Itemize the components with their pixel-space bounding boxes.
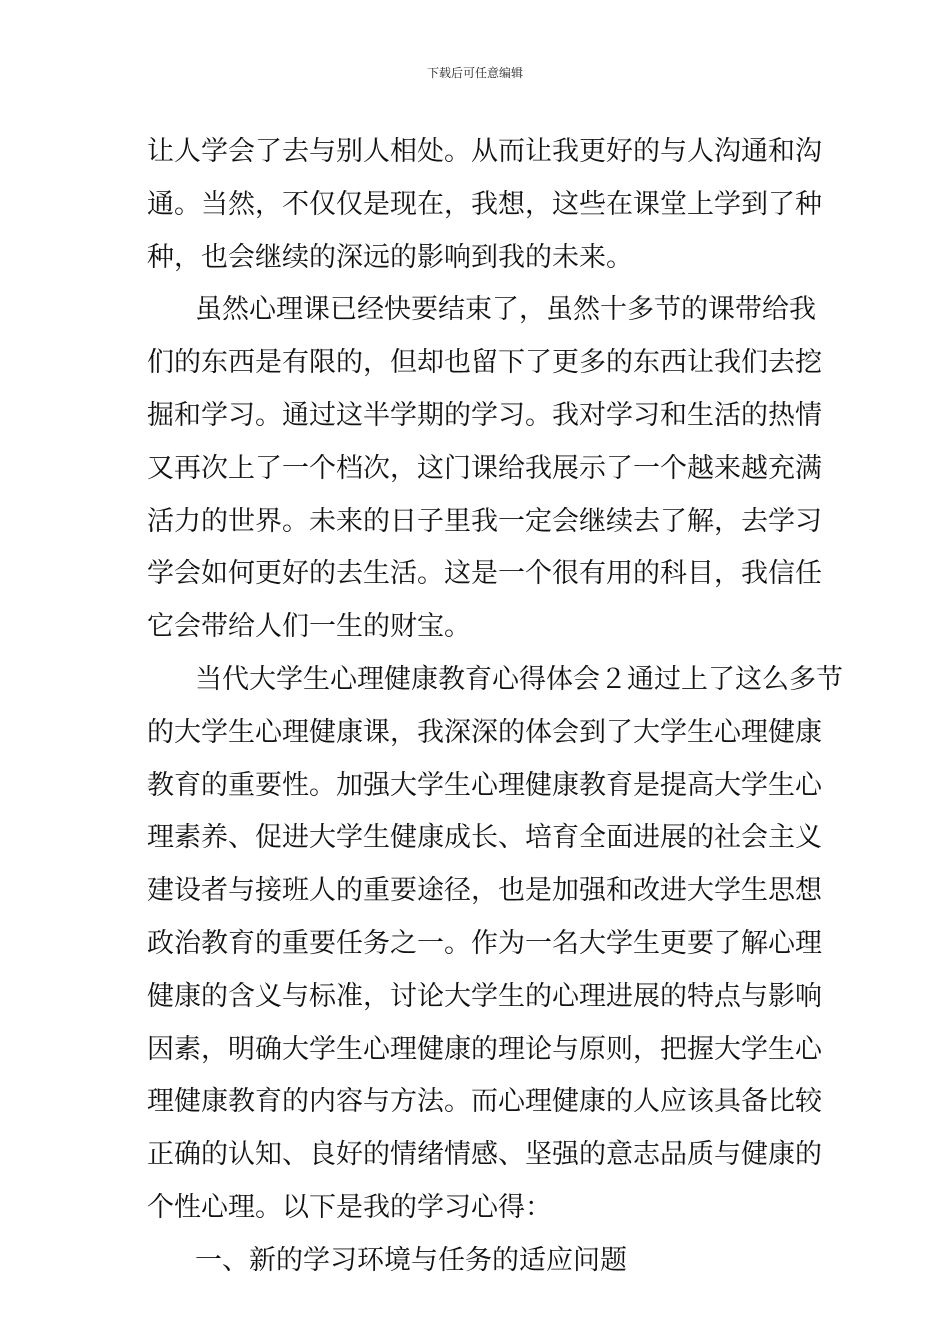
paragraph-1-line-1: 让人学会了去与别人相处。从而让我更好的与人沟通和沟 — [147, 136, 822, 167]
paragraph-3-line-8: 因素，明确大学生心理健康的理论与原则，把握大学生心 — [147, 1033, 822, 1065]
paragraph-3-line-3: 教育的重要性。加强大学生心理健康教育是提高大学生心 — [147, 769, 822, 801]
paragraph-2-line-2: 们的东西是有限的，但却也留下了更多的东西让我们去挖 — [147, 347, 822, 379]
paragraph-3-line-2: 的大学生心理健康课，我深深的体会到了大学生心理健康 — [147, 716, 822, 748]
paragraph-2-line-5: 活力的世界。未来的日子里我一定会继续去了解，去学习 — [147, 505, 822, 537]
paragraph-2-line-6: 学会如何更好的去生活。这是一个很有用的科目，我信任 — [147, 558, 822, 590]
paragraph-3-line-9: 理健康教育的内容与方法。而心理健康的人应该具备比较 — [147, 1086, 822, 1118]
paragraph-2-line-1: 虽然心理课已经快要结束了，虽然十多节的课带给我 — [195, 294, 816, 326]
paragraph-3-line-4: 理素养、促进大学生健康成长、培育全面进展的社会主义 — [147, 822, 822, 854]
section-heading: 一、新的学习环境与任务的适应问题 — [195, 1244, 627, 1276]
paragraph-2-line-3: 掘和学习。通过这半学期的学习。我对学习和生活的热情 — [147, 399, 822, 431]
document-body — [147, 131, 843, 1293]
paragraph-2-line-7: 它会带给人们一生的财宝。 — [147, 611, 471, 643]
paragraph-3-line-11: 个性心理。以下是我的学习心得： — [147, 1191, 552, 1223]
paragraph-3-line-5: 建设者与接班人的重要途径，也是加强和改进大学生思想 — [147, 875, 822, 907]
paragraph-2-line-4: 又再次上了一个档次，这门课给我展示了一个越来越充满 — [147, 452, 822, 484]
paragraph-3-line-1: 当代大学生心理健康教育心得体会２通过上了这么多节 — [195, 663, 843, 695]
paragraph-3-line-6: 政治教育的重要任务之一。作为一名大学生更要了解心理 — [147, 927, 822, 959]
page-header-note: 下载后可任意编辑 — [426, 66, 523, 80]
paragraph-1-line-3: 种，也会继续的深远的影响到我的未来。 — [147, 241, 633, 273]
paragraph-3-line-10: 正确的认知、良好的情绪情感、坚强的意志品质与健康的 — [147, 1139, 822, 1171]
paragraph-1-line-2: 通。当然，不仅仅是现在，我想，这些在课堂上学到了种 — [147, 188, 822, 220]
paragraph-3-line-7: 健康的含义与标准，讨论大学生的心理进展的特点与影响 — [147, 980, 822, 1012]
